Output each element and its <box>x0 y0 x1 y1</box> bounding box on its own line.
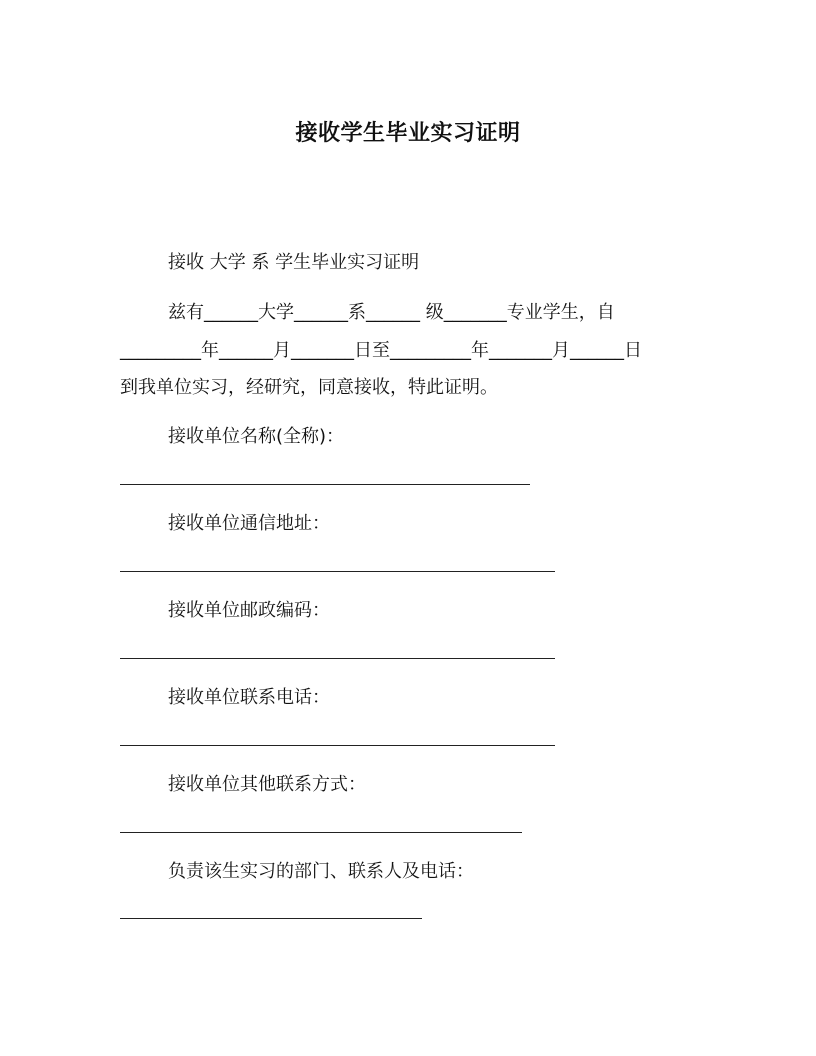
blank-line-address <box>120 571 555 572</box>
paragraph-line-2: _________年______月_______日至_________年_______月______日 <box>120 340 642 361</box>
blank-line-unit-name <box>120 484 530 485</box>
heading-line: 接收 大学 系 学生毕业实习证明 <box>168 252 420 273</box>
blank-line-phone <box>120 745 555 746</box>
field-label-phone: 接收单位联系电话： <box>168 687 330 708</box>
blank-line-postcode <box>120 658 555 659</box>
paragraph-line-3: 到我单位实习，经研究，同意接收，特此证明。 <box>120 377 498 398</box>
field-label-address: 接收单位通信地址： <box>168 513 330 534</box>
field-label-other-contact: 接收单位其他联系方式： <box>168 774 366 795</box>
document-title: 接收学生毕业实习证明 <box>295 121 521 146</box>
blank-line-supervisor <box>120 918 422 919</box>
field-label-unit-name: 接收单位名称(全称)： <box>168 426 345 447</box>
blank-line-other-contact <box>120 832 522 833</box>
field-label-supervisor: 负责该生实习的部门、联系人及电话： <box>168 861 474 882</box>
paragraph-line-1: 兹有______大学______系______ 级_______专业学生，自 <box>168 302 615 323</box>
field-label-postcode: 接收单位邮政编码： <box>168 600 330 621</box>
